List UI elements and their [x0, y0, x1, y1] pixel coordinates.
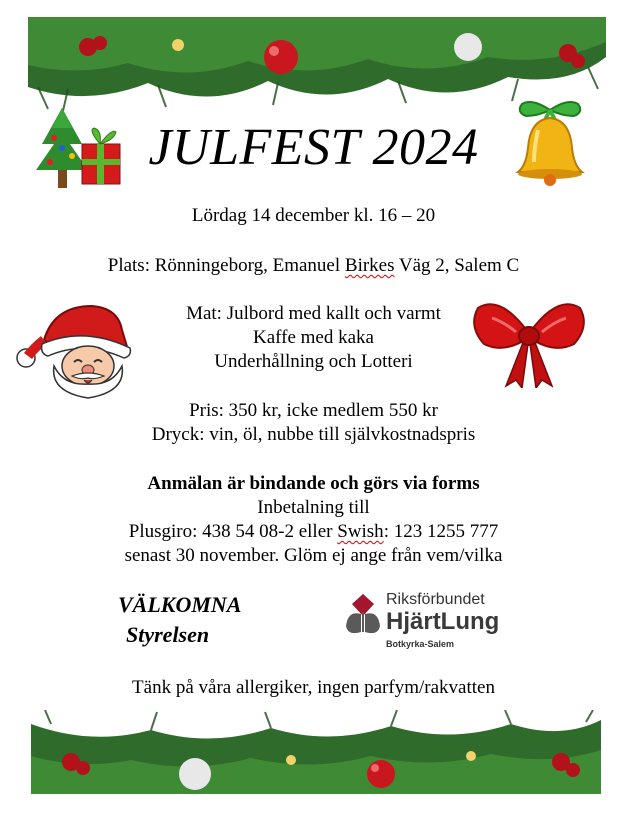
- event-date: Lördag 14 december kl. 16 – 20: [191, 205, 436, 226]
- venue-flagged-word: Birkes: [344, 255, 395, 276]
- logo-subtitle: Botkyrka-Salem: [386, 639, 455, 649]
- payment-intro: Inbetalning till: [257, 497, 370, 518]
- food-line-3: Underhållning och Lotteri: [214, 351, 413, 372]
- payment-suffix: : 123 1255 777: [383, 521, 499, 542]
- allergy-note: Tänk på våra allergiker, ingen parfym/rakvatten: [132, 677, 495, 698]
- payment-flagged-word: Swish: [337, 521, 384, 542]
- bell-icon: [512, 96, 588, 186]
- event-venue: [0, 254, 627, 278]
- venue-prefix: Plats: Rönningeborg, Emanuel: [107, 255, 345, 276]
- christmas-tree-icon: [32, 104, 124, 192]
- payment-prefix: Plusgiro: 438 54 08-2 eller: [128, 521, 338, 542]
- registration-heading: Anmälan är bindande och görs via forms: [147, 473, 480, 494]
- gift-box-icon: [82, 128, 120, 184]
- food-line-2: Kaffe med kaka: [253, 327, 374, 348]
- payment-details: [0, 520, 627, 544]
- event-title: JULFEST 2024: [148, 119, 479, 176]
- venue-suffix: Väg 2, Salem C: [394, 255, 520, 276]
- food-line-1: Mat: Julbord med kallt och varmt: [186, 303, 441, 324]
- logo-line-1: Riksförbundet: [386, 591, 485, 608]
- red-bow-icon: [470, 294, 588, 388]
- signoff-text: Styrelsen: [126, 622, 210, 647]
- price-line: Pris: 350 kr, icke medlem 550 kr: [189, 400, 438, 421]
- logo-line-2: HjärtLung: [386, 608, 500, 635]
- payment-deadline: senast 30 november. Glöm ej ange från vem/vilka: [124, 545, 503, 566]
- welcome-text: VÄLKOMNA: [118, 592, 242, 617]
- heart-lung-logo-icon: [344, 592, 382, 636]
- bottom-garland-decoration: [31, 710, 601, 794]
- organization-logo: [344, 590, 514, 652]
- drink-line: Dryck: vin, öl, nubbe till självkostnadspris: [151, 424, 476, 445]
